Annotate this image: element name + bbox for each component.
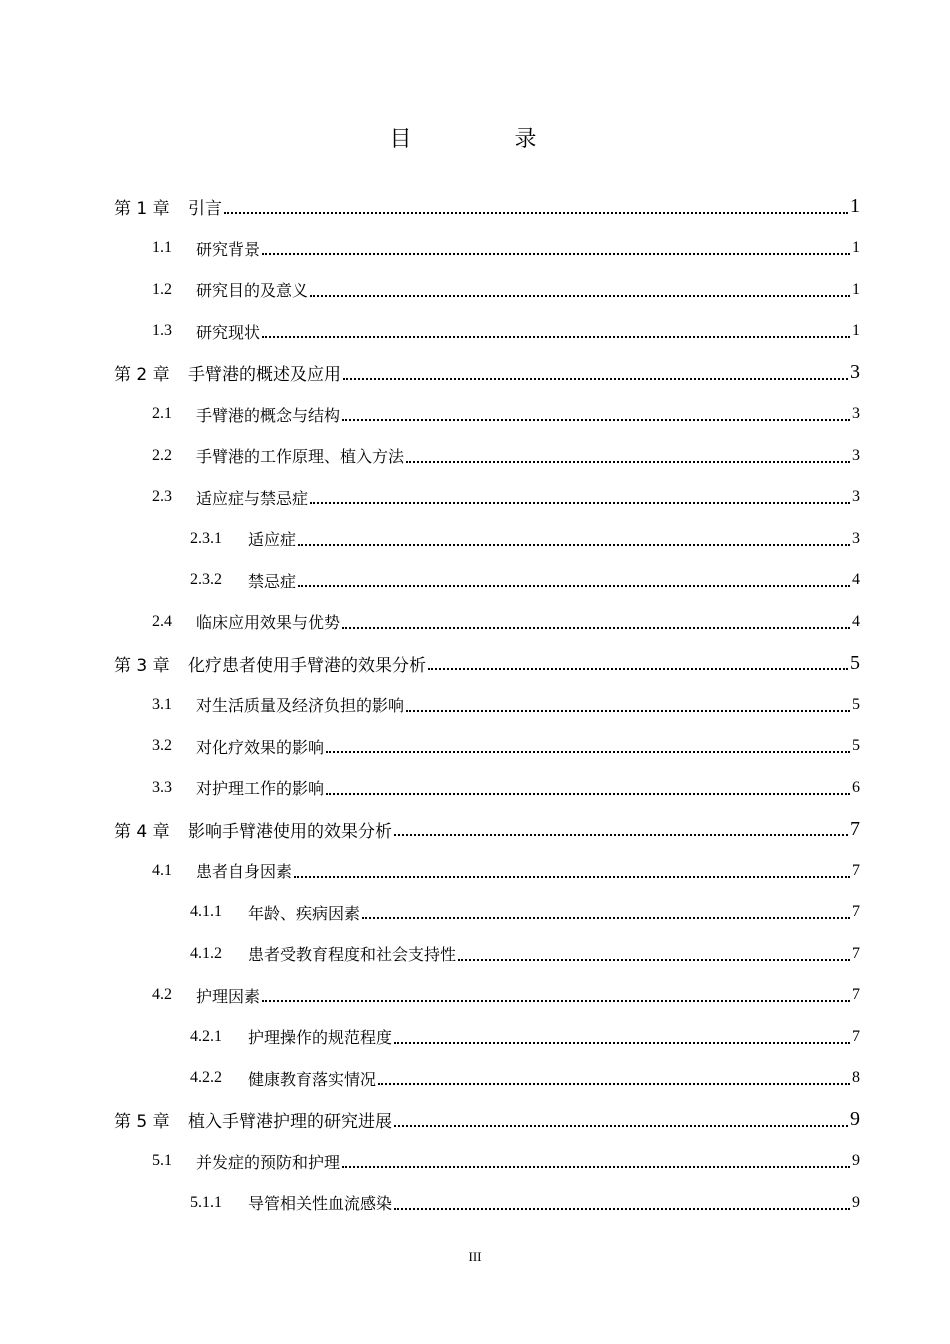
toc-entry-page: 3 (852, 405, 860, 423)
toc-dot-leader (342, 1166, 850, 1168)
toc-entry[interactable] (114, 726, 860, 768)
toc-entry-title: 适应症与禁忌症 (196, 488, 309, 508)
toc-entry[interactable] (114, 1141, 860, 1183)
toc-entry-title: 研究现状 (196, 322, 261, 342)
toc-entry-number: 2.2 (152, 446, 172, 464)
toc-entry-number: 第 1 章 (114, 199, 170, 220)
toc-entry-number: 1.3 (152, 322, 172, 340)
toc-entry-title: 导管相关性血流感染 (248, 1194, 393, 1214)
toc-entry-page: 7 (852, 1027, 860, 1045)
toc-dot-leader (294, 876, 850, 878)
toc-entry-number: 2.4 (152, 612, 172, 630)
toc-dot-leader (378, 1083, 850, 1085)
toc-dot-leader (394, 834, 848, 836)
toc-entry[interactable] (114, 186, 860, 228)
toc-dot-leader (342, 419, 850, 421)
toc-entry-page: 7 (852, 861, 860, 879)
toc-entry-title: 手臂港的工作原理、植入方法 (196, 447, 405, 467)
toc-entry-page: 3 (850, 361, 860, 384)
toc-entry-page: 3 (852, 529, 860, 547)
toc-entry-page: 6 (852, 778, 860, 796)
toc-entry[interactable] (114, 477, 860, 519)
toc-entry-title: 对生活质量及经济负担的影响 (196, 696, 405, 716)
toc-dot-leader (326, 793, 850, 795)
toc-entry-number: 2.3.2 (190, 571, 222, 589)
toc-entry-number: 5.1.1 (190, 1193, 222, 1211)
toc-dot-leader (262, 336, 850, 338)
toc-dot-leader (406, 710, 850, 712)
toc-entry-page: 1 (850, 195, 860, 218)
toc-entry[interactable] (114, 560, 860, 602)
page-number-footer: III (468, 1249, 482, 1264)
toc-dot-leader (394, 1125, 848, 1127)
toc-dot-leader (298, 585, 850, 587)
toc-entry-title: 植入手臂港护理的研究进展 (188, 1112, 392, 1133)
toc-dot-leader (362, 917, 850, 919)
toc-entry[interactable] (114, 394, 860, 436)
toc-entry-page: 9 (852, 1152, 860, 1170)
toc-entry-number: 5.1 (152, 1152, 172, 1170)
toc-dot-leader (262, 1000, 850, 1002)
toc-dot-leader (298, 544, 850, 546)
toc-dot-leader (394, 1042, 850, 1044)
toc-entry-number: 第 4 章 (114, 821, 170, 842)
toc-entry[interactable] (114, 269, 860, 311)
toc-entry-number: 2.3 (152, 488, 172, 506)
toc-entry[interactable] (114, 601, 860, 643)
toc-dot-leader (394, 1208, 850, 1210)
toc-dot-leader (326, 751, 850, 753)
toc-entry-page: 1 (852, 280, 860, 298)
toc-entry[interactable] (114, 1099, 860, 1141)
toc-entry-title: 临床应用效果与优势 (196, 613, 341, 633)
toc-entry[interactable] (114, 684, 860, 726)
toc-entry-page: 3 (852, 488, 860, 506)
toc-entry-title: 引言 (188, 199, 222, 220)
toc-entry-title: 禁忌症 (248, 571, 297, 591)
toc-entry-page: 7 (852, 986, 860, 1004)
toc-entry-title: 患者受教育程度和社会支持性 (248, 945, 457, 965)
toc-entry-page: 9 (850, 1108, 860, 1131)
toc-entry-number: 1.2 (152, 280, 172, 298)
toc-entry-number: 3.3 (152, 778, 172, 796)
toc-entry-number: 第 2 章 (114, 365, 170, 386)
toc-entry[interactable] (114, 1058, 860, 1100)
toc-entry[interactable] (114, 767, 860, 809)
toc-entry-number: 4.1.2 (190, 944, 222, 962)
toc-entry[interactable] (114, 435, 860, 477)
toc-entry[interactable] (114, 352, 860, 394)
toc-dot-leader (458, 959, 850, 961)
toc-entry-number: 2.3.1 (190, 529, 222, 547)
toc-entry[interactable] (114, 975, 860, 1017)
toc-entry-title: 对护理工作的影响 (196, 779, 325, 799)
toc-entry-page: 3 (852, 446, 860, 464)
toc-entry-page: 8 (852, 1069, 860, 1087)
toc-dot-leader (342, 627, 850, 629)
toc-entry-page: 5 (852, 737, 860, 755)
toc-entry-number: 4.2.1 (190, 1027, 222, 1045)
toc-entry-page: 7 (852, 944, 860, 962)
toc-entry[interactable] (114, 850, 860, 892)
toc-entry[interactable] (114, 1182, 860, 1224)
toc-entry-title: 护理操作的规范程度 (248, 1028, 393, 1048)
toc-entry[interactable] (114, 933, 860, 975)
toc-entry-title: 手臂港的概述及应用 (188, 365, 341, 386)
toc-entry-page: 5 (852, 695, 860, 713)
toc-entry-page: 1 (852, 239, 860, 257)
toc-entry-number: 第 3 章 (114, 655, 170, 676)
toc-dot-leader (224, 212, 848, 214)
page-title: 目 录 (389, 127, 585, 152)
toc-dot-leader (428, 668, 848, 670)
toc-entry-page: 7 (850, 817, 860, 840)
toc-entry[interactable] (114, 311, 860, 353)
toc-entry-number: 3.2 (152, 737, 172, 755)
toc-entry[interactable] (114, 643, 860, 685)
toc-entry-number: 4.2.2 (190, 1069, 222, 1087)
toc-entry-page: 7 (852, 903, 860, 921)
toc-dot-leader (406, 461, 850, 463)
toc-entry-title: 护理因素 (196, 986, 261, 1006)
toc-entry-number: 2.1 (152, 405, 172, 423)
toc-entry-number: 第 5 章 (114, 1112, 170, 1133)
toc-entry[interactable] (114, 518, 860, 560)
toc-entry-page: 4 (852, 571, 860, 589)
toc-dot-leader (310, 295, 850, 297)
toc-entry-title: 手臂港的概念与结构 (196, 405, 341, 425)
toc-entry[interactable] (114, 892, 860, 934)
toc-dot-leader (310, 502, 850, 504)
toc-entry[interactable] (114, 809, 860, 851)
toc-entry-title: 研究目的及意义 (196, 281, 309, 301)
toc-entry[interactable] (114, 1016, 860, 1058)
toc-entry-title: 患者自身因素 (196, 862, 293, 882)
toc-entry-number: 1.1 (152, 239, 172, 257)
toc-entry-number: 4.1.1 (190, 903, 222, 921)
table-of-contents (114, 186, 860, 1224)
toc-entry-page: 1 (852, 322, 860, 340)
toc-entry-title: 对化疗效果的影响 (196, 737, 325, 757)
toc-entry[interactable] (114, 228, 860, 270)
toc-entry-number: 4.1 (152, 861, 172, 879)
toc-entry-page: 9 (852, 1193, 860, 1211)
toc-entry-number: 4.2 (152, 986, 172, 1004)
toc-dot-leader (262, 253, 850, 255)
toc-entry-title: 健康教育落实情况 (248, 1069, 377, 1089)
toc-entry-page: 4 (852, 612, 860, 630)
toc-entry-title: 年龄、疾病因素 (248, 903, 361, 923)
toc-entry-title: 并发症的预防和护理 (196, 1152, 341, 1172)
toc-entry-number: 3.1 (152, 695, 172, 713)
toc-entry-title: 影响手臂港使用的效果分析 (188, 821, 392, 842)
toc-entry-title: 研究背景 (196, 239, 261, 259)
toc-entry-title: 化疗患者使用手臂港的效果分析 (188, 655, 426, 676)
toc-entry-page: 5 (850, 651, 860, 674)
toc-entry-title: 适应症 (248, 530, 297, 550)
toc-dot-leader (343, 378, 848, 380)
